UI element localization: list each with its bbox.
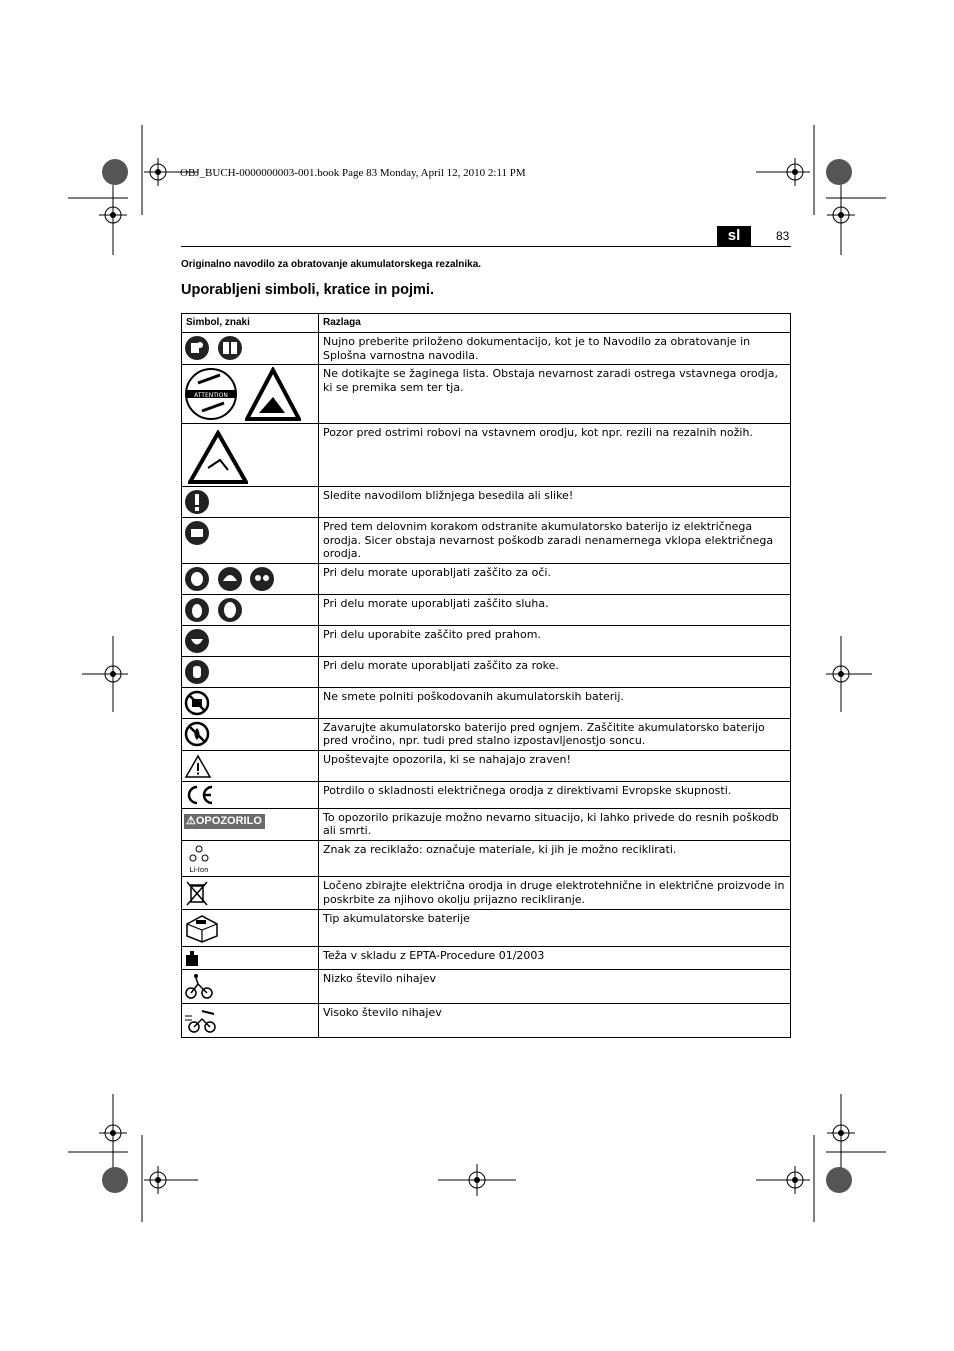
- section-title: Uporabljeni simboli, kratice in pojmi.: [181, 282, 434, 298]
- safety-helmet-icon: [217, 566, 243, 592]
- table-row: [182, 877, 791, 910]
- mandatory-instruction-icon: [184, 489, 210, 515]
- table-row: [182, 718, 791, 750]
- row-text: Ne smete polniti poškodovanih akumulatorskih baterij.: [319, 687, 791, 718]
- row-text: Zavarujte akumulatorsko baterijo pred ognjem. Zaščitite akumulatorsko baterijo pred vročino, npr. tudi pred stalno izpostavljenostjo soncu.: [319, 718, 791, 750]
- table-row: [182, 947, 791, 970]
- ear-protection-icon: [184, 597, 210, 623]
- print-line: OBJ_BUCH-0000000003-001.book Page 83 Monday, April 12, 2010 2:11 PM: [180, 167, 526, 179]
- table-row: [182, 656, 791, 687]
- table-header-row: [182, 314, 791, 333]
- safety-goggles-icon: [249, 566, 275, 592]
- row-text: Pri delu morate uporabljati zaščito sluha.: [319, 594, 791, 625]
- language-badge: sl: [717, 226, 751, 246]
- general-warning-icon: [184, 753, 212, 779]
- no-damaged-battery-charging-icon: [184, 690, 210, 716]
- sharp-edges-warning-icon: [188, 430, 248, 484]
- row-text: To opozorilo prikazuje možno nevarno situacijo, ki lahko privede do resnih poškodb ali smrti.: [319, 808, 791, 840]
- row-text: Pozor pred ostrimi robovi na vstavnem orodju, kot npr. rezili na rezalnih nožih.: [319, 424, 791, 487]
- row-text: Upoštevajte opozorila, ki se nahajajo zraven!: [319, 750, 791, 781]
- ce-mark-icon: [184, 784, 216, 806]
- row-text: Znak za reciklažo: označuje materiale, ki jih je možno reciklirati.: [319, 840, 791, 877]
- table-row: [182, 781, 791, 808]
- badge-label: OPOZORILO: [195, 814, 262, 827]
- table-row: [182, 750, 791, 781]
- row-text: Tip akumulatorske baterije: [319, 910, 791, 947]
- cutting-hazard-warning-icon: [245, 367, 301, 421]
- recycling-li-ion-icon: [184, 843, 214, 875]
- face-shield-icon: [184, 566, 210, 592]
- table-row: [182, 970, 791, 1004]
- column-header-symbol: Simbol, znaki: [182, 314, 319, 333]
- row-text: Sledite navodilom bližnjega besedila ali slike!: [319, 487, 791, 518]
- attention-blade-icon: [184, 367, 238, 421]
- high-stroke-rate-icon: [184, 1006, 218, 1034]
- row-text: Potrdilo o skladnosti električnega orodja z direktivami Evropske skupnosti.: [319, 781, 791, 808]
- recycle-arrows-icon: [186, 843, 212, 863]
- row-text: Ločeno zbirajte električna orodja in druge elektrotehnične in električne proizvode in poskrbite za njihovo okolju prijazno recikliranje.: [319, 877, 791, 910]
- row-text: Nujno preberite priloženo dokumentacijo, kot je to Navodilo za obratovanje in Splošna varnostna navodila.: [319, 333, 791, 365]
- table-row: [182, 625, 791, 656]
- row-text: Teža v skladu z EPTA-Procedure 01/2003: [319, 947, 791, 970]
- li-ion-label: Li-Ion: [189, 866, 209, 874]
- read-manual-icon: [184, 335, 210, 361]
- table-row: [182, 840, 791, 877]
- manual-book-icon: [217, 335, 243, 361]
- gloves-icon: [184, 659, 210, 685]
- table-row: [182, 487, 791, 518]
- opozorilo-badge: ⚠OPOZORILO: [184, 814, 265, 830]
- document-subtitle: Originalno navodilo za obratovanje akumulatorskega rezalnika.: [181, 259, 482, 270]
- table-row: [182, 910, 791, 947]
- table-row: [182, 687, 791, 718]
- row-text: Nizko število nihajev: [319, 970, 791, 1004]
- table-row: [182, 518, 791, 564]
- svg-text:ATTENTION: ATTENTION: [194, 392, 228, 399]
- table-row: [182, 563, 791, 594]
- remove-battery-icon: [184, 520, 210, 546]
- table-row: [182, 424, 791, 487]
- no-fire-battery-icon: [184, 721, 210, 747]
- table-row: [182, 808, 791, 840]
- row-text: Pri delu uporabite zaščito pred prahom.: [319, 625, 791, 656]
- dust-mask-icon: [184, 628, 210, 654]
- table-row: [182, 594, 791, 625]
- row-text: Pri delu morate uporabljati zaščito za roke.: [319, 656, 791, 687]
- row-text: Pri delu morate uporabljati zaščito za oči.: [319, 563, 791, 594]
- table-row: [182, 365, 791, 424]
- ear-muffs-icon: [217, 597, 243, 623]
- page-number: 83: [776, 229, 790, 243]
- row-text: Visoko število nihajev: [319, 1004, 791, 1038]
- symbols-table: [181, 313, 791, 1038]
- table-row: [182, 333, 791, 365]
- row-text: Ne dotikajte se žaginega lista. Obstaja nevarnost zaradi ostrega vstavnega orodja, ki se premika sem ter tja.: [319, 365, 791, 424]
- crossed-bin-icon: [184, 879, 210, 907]
- header-rule: [181, 246, 791, 247]
- table-row: [182, 1004, 791, 1038]
- weight-icon: [184, 949, 200, 967]
- low-stroke-rate-icon: [184, 972, 214, 1000]
- battery-pack-icon: [184, 912, 220, 944]
- column-header-meaning: Razlaga: [319, 314, 791, 333]
- row-text: Pred tem delovnim korakom odstranite akumulatorsko baterijo iz električnega orodja. Sicer obstaja nevarnost poškodb zaradi nenamernega vklopa električnega orodja.: [319, 518, 791, 564]
